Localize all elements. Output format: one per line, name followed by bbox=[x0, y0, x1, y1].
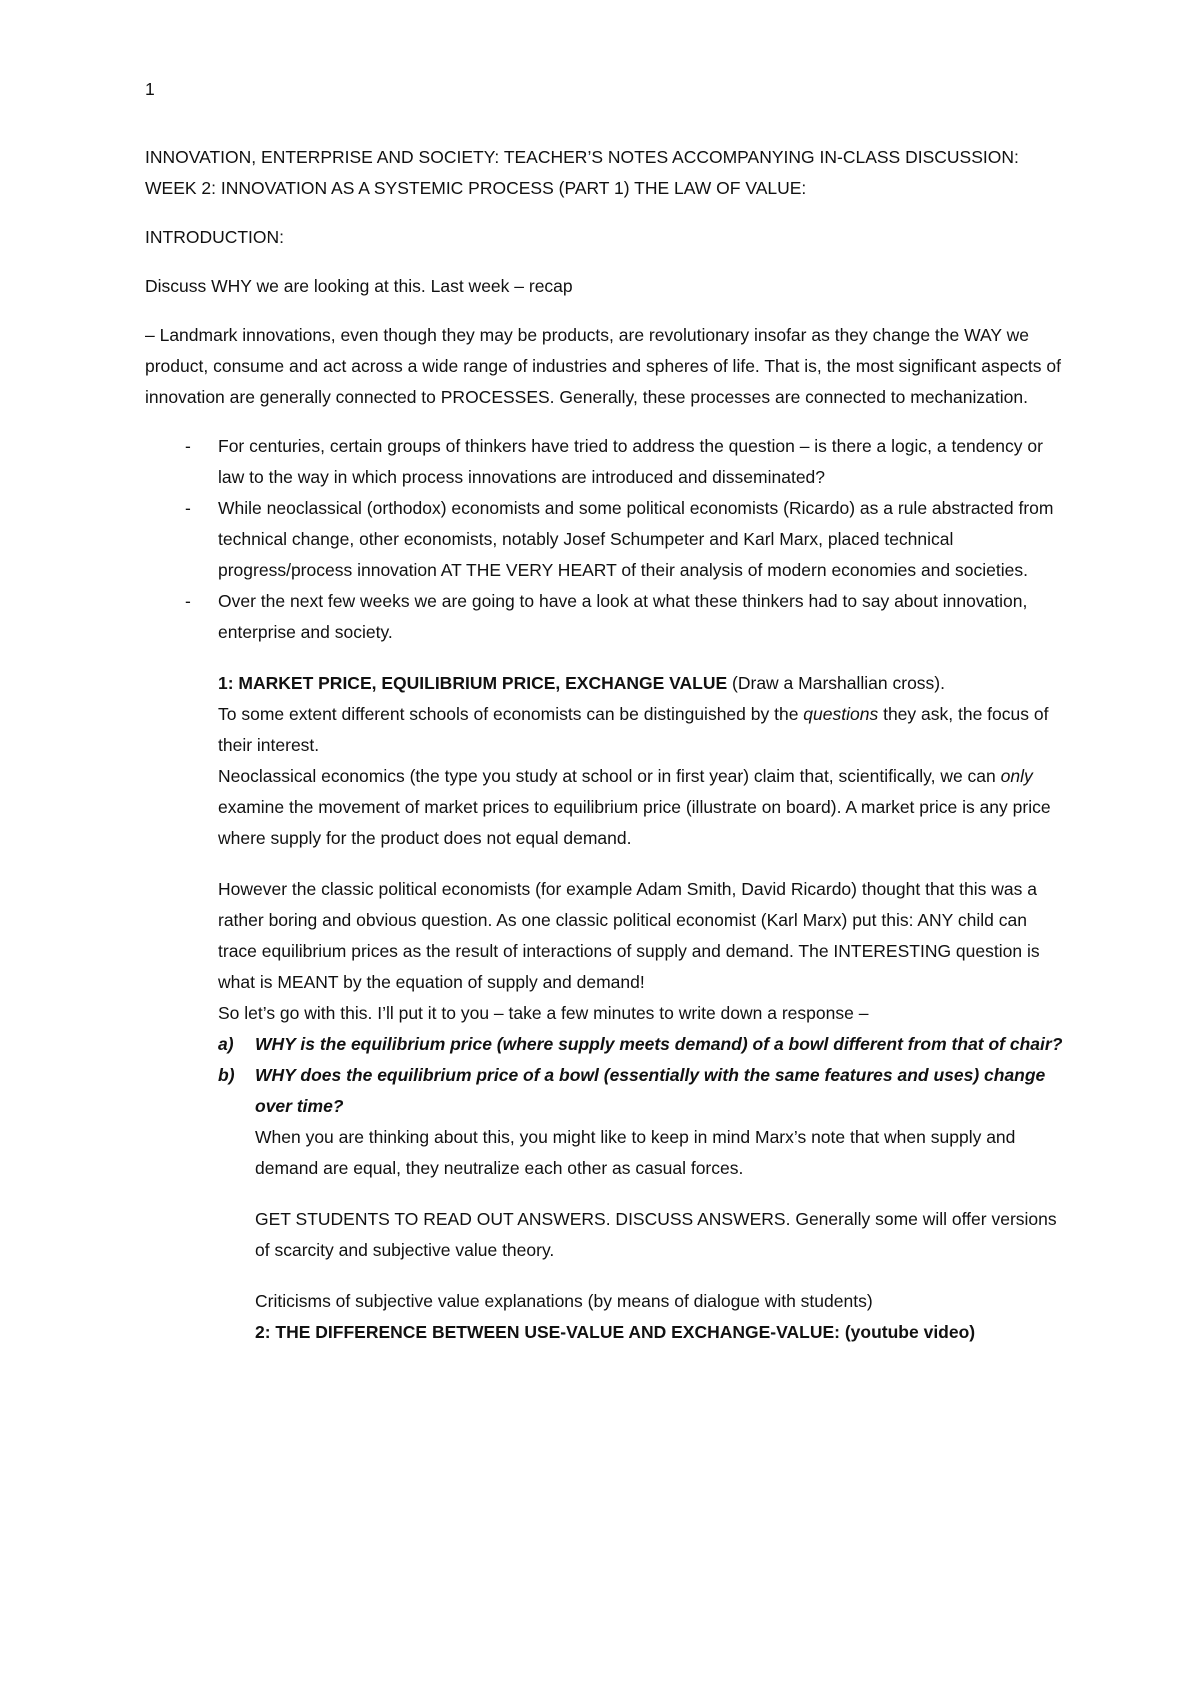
list-item bbox=[145, 1029, 1065, 1060]
question-text: WHY is the equilibrium price (where supply meets demand) of a bowl different from that of chair? bbox=[255, 1034, 1063, 1054]
page-content bbox=[145, 142, 1065, 1348]
dash-bullet-icon: - bbox=[185, 591, 191, 611]
bullet-list bbox=[145, 431, 1065, 648]
marx-note: When you are thinking about this, you might like to keep in mind Marx’s note that when supply and demand are equal, they neutralize each other as casual forces. bbox=[255, 1127, 1016, 1178]
section-2-heading-text: 2: THE DIFFERENCE BETWEEN USE-VALUE AND EXCHANGE-VALUE: (youtube video) bbox=[255, 1322, 976, 1342]
dash-bullet-icon: - bbox=[185, 436, 191, 456]
list-item bbox=[145, 431, 1065, 493]
section-1-notes bbox=[145, 1122, 1065, 1348]
section-1-heading-bold: 1: MARKET PRICE, EQUILIBRIUM PRICE, EXCHANGE VALUE bbox=[218, 673, 728, 693]
para-italic: only bbox=[1000, 766, 1033, 786]
para-text: Neoclassical economics (the type you study at school or in first year) claim that, scientifically, we can bbox=[218, 766, 1001, 786]
para-text: To some extent different schools of economists can be distinguished by the bbox=[218, 704, 804, 724]
section-1-para-1 bbox=[218, 699, 1065, 761]
question-list bbox=[145, 1029, 1065, 1122]
question-marker: b) bbox=[218, 1065, 235, 1085]
list-item bbox=[145, 493, 1065, 586]
page-number: 1 bbox=[145, 79, 155, 99]
section-1-para-3: However the classic political economists (for example Adam Smith, David Ricardo) thought that this was a rather boring and obvious question. As one classic political economist (Karl Marx) put this: ANY child can trace equilibrium prices as the result of interactions of supply and demand. The INTERESTING question is what is MEANT by the equation of supply and demand! bbox=[218, 879, 1040, 992]
bullet-text: While neoclassical (orthodox) economists and some political economists (Ricardo) as a rule abstracted from technical change, other economists, notably Josef Schumpeter and Karl Marx, placed technical progress/process innovation AT THE VERY HEART of their analysis of modern economies and societies. bbox=[218, 498, 1054, 580]
bullet-text: For centuries, certain groups of thinkers have tried to address the question – is there a logic, a tendency or law to the way in which process innovations are introduced and disseminated? bbox=[218, 436, 1043, 487]
section-1-heading-rest: (Draw a Marshallian cross). bbox=[727, 673, 945, 693]
criticisms-line: Criticisms of subjective value explanations (by means of dialogue with students) bbox=[255, 1291, 873, 1311]
bullet-text: Over the next few weeks we are going to have a look at what these thinkers had to say about innovation, enterprise and society. bbox=[218, 591, 1028, 642]
dash-bullet-icon: - bbox=[185, 498, 191, 518]
para-text: examine the movement of market prices to equilibrium price (illustrate on board). A market price is any price where supply for the product does not equal demand. bbox=[218, 797, 1051, 848]
section-1-heading bbox=[218, 668, 1065, 699]
students-instruction: GET STUDENTS TO READ OUT ANSWERS. DISCUSS ANSWERS. Generally some will offer versions of scarcity and subjective value theory. bbox=[255, 1209, 1057, 1260]
section-1-para-2 bbox=[218, 761, 1065, 854]
list-item bbox=[145, 586, 1065, 648]
recap-line: Discuss WHY we are looking at this. Last week – recap bbox=[145, 276, 573, 296]
list-item bbox=[145, 1060, 1065, 1122]
section-1 bbox=[145, 668, 1065, 1029]
title-line-1: INNOVATION, ENTERPRISE AND SOCIETY: TEACHER’S NOTES ACCOMPANYING IN-CLASS DISCUSSION: bbox=[145, 147, 1019, 167]
section-1-para-4: So let’s go with this. I’ll put it to you – take a few minutes to write down a response – bbox=[218, 1003, 869, 1023]
para-text: they ask, the focus of their interest. bbox=[218, 704, 1049, 755]
intro-paragraph: – Landmark innovations, even though they may be products, are revolutionary insofar as they change the WAY we product, consume and act across a wide range of industries and spheres of life. That is, the most significant aspects of innovation are generally connected to PROCESSES. Generally, these processes are connected to mechanization. bbox=[145, 325, 1061, 407]
section-2-heading bbox=[255, 1317, 1065, 1348]
title-line-2: WEEK 2: INNOVATION AS A SYSTEMIC PROCESS (PART 1) THE LAW OF VALUE: bbox=[145, 178, 807, 198]
intro-heading: INTRODUCTION: bbox=[145, 227, 285, 247]
question-text: WHY does the equilibrium price of a bowl (essentially with the same features and uses) change over time? bbox=[255, 1065, 1046, 1116]
para-italic: questions bbox=[803, 704, 879, 724]
question-marker: a) bbox=[218, 1034, 234, 1054]
